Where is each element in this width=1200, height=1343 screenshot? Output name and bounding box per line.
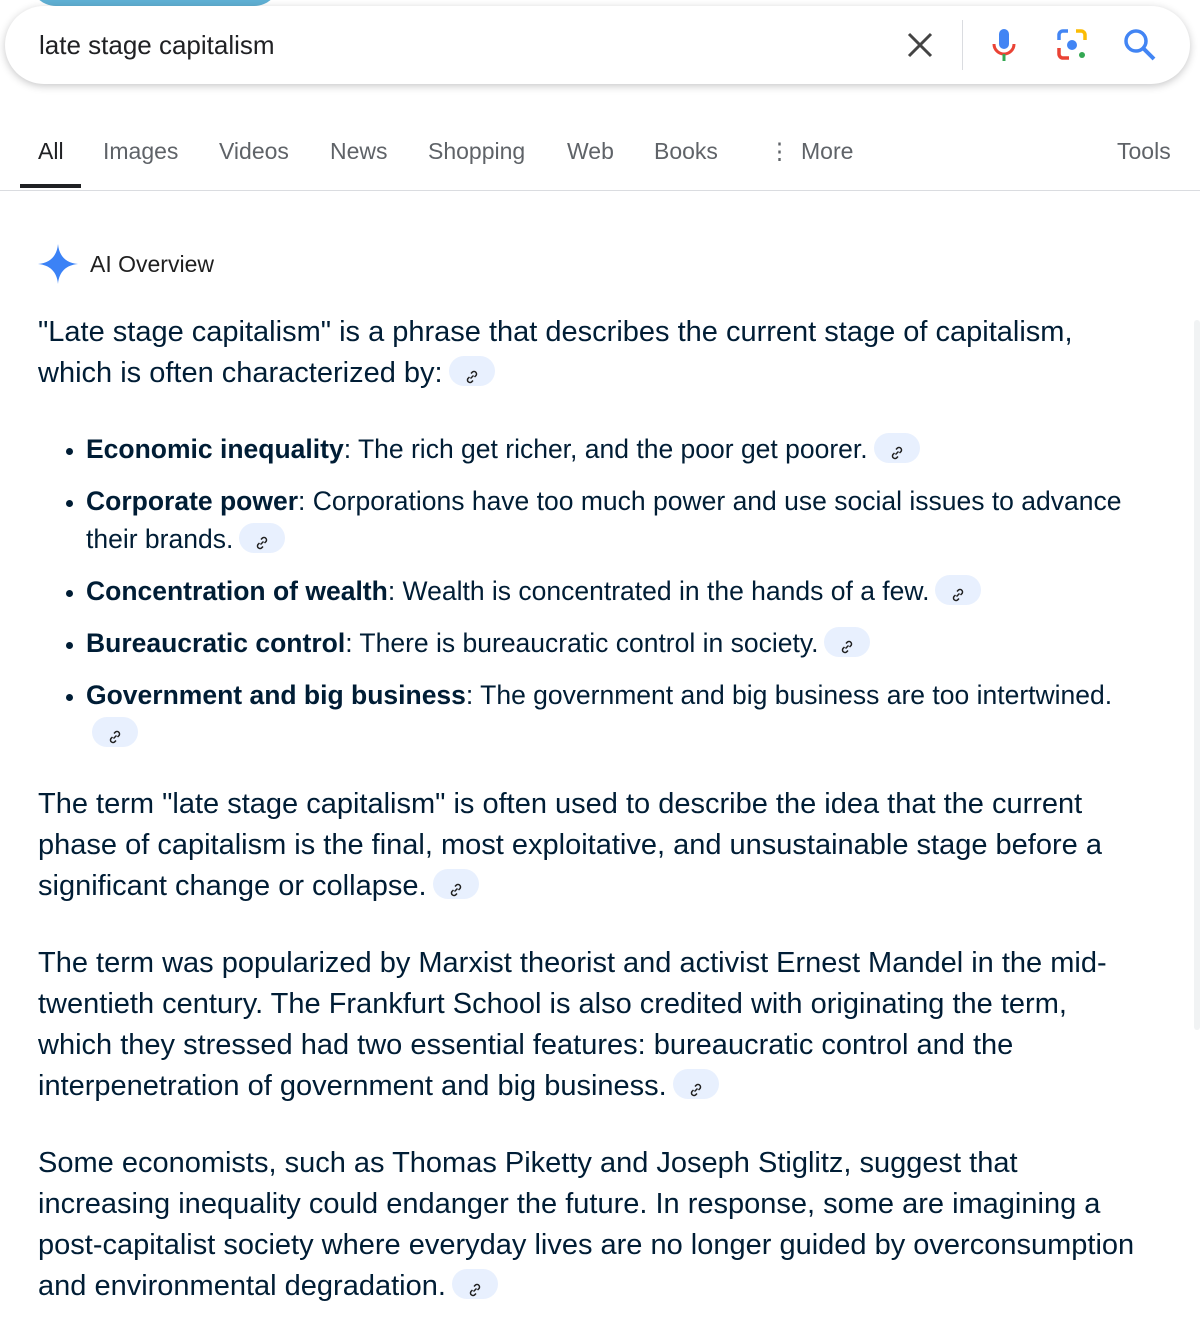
list-item — [86, 430, 1138, 468]
tab-more[interactable] — [768, 138, 853, 165]
list-item-text: : There is bureaucratic control in society. — [345, 628, 819, 658]
ai-overview-header — [38, 244, 214, 284]
list-item — [86, 482, 1138, 558]
paragraph — [38, 784, 1138, 907]
source-link-chip[interactable] — [935, 575, 981, 605]
list-item — [86, 572, 1138, 610]
tab-news[interactable]: News — [330, 138, 388, 164]
link-icon — [839, 639, 855, 655]
intro-text: "Late stage capitalism" is a phrase that describes the current stage of capitalism, which is often characterized by: — [38, 316, 1073, 389]
tools-button[interactable]: Tools — [1117, 138, 1171, 164]
clear-icon[interactable] — [901, 26, 939, 64]
source-link-chip[interactable] — [824, 627, 870, 657]
tab-images[interactable]: Images — [103, 138, 179, 164]
list-item-term: Concentration of wealth — [86, 576, 388, 606]
link-icon — [464, 369, 480, 385]
source-link-chip[interactable] — [433, 869, 479, 899]
list-item — [86, 624, 1138, 662]
ai-overview-title: AI Overview — [90, 250, 214, 277]
list-item-term: Economic inequality — [86, 434, 344, 464]
list-item-text: : Corporations have too much power and use social issues to advance their brands. — [86, 486, 1122, 554]
tab-videos[interactable]: Videos — [219, 138, 289, 164]
tab-more-label: More — [801, 138, 854, 164]
ai-overview-content — [38, 312, 1138, 1343]
list-item-text: : Wealth is concentrated in the hands of a few. — [387, 576, 930, 606]
paragraph-text: The term "late stage capitalism" is often used to describe the idea that the current phase of capitalism is the final, most exploitative, and unsustainable stage before a significant change or collapse. — [38, 788, 1102, 902]
search-tabs — [0, 120, 1200, 191]
tab-all[interactable]: All — [38, 138, 64, 164]
list-item-term: Government and big business — [86, 680, 466, 710]
intro-paragraph — [38, 312, 1138, 394]
paragraph — [38, 943, 1138, 1107]
source-link-chip[interactable] — [874, 433, 920, 463]
paragraph-text: The term was popularized by Marxist theorist and activist Ernest Mandel in the mid-twentieth century. The Frankfurt School is also credited with originating the term, which they stressed had two essential features: bureaucratic control and the interpenetration of government and big business. — [38, 947, 1107, 1102]
search-input[interactable]: late stage capitalism — [39, 30, 275, 60]
list-item — [86, 676, 1138, 752]
list-item-text: : The government and big business are too intertwined. — [465, 680, 1113, 710]
characteristics-list — [38, 430, 1138, 752]
paragraph-text: Some economists, such as Thomas Piketty and Joseph Stiglitz, suggest that increasing inequality could endanger the future. In response, some are imagining a post-capitalist society where everyday lives are no longer guided by overconsumption and environmental degradation. — [38, 1147, 1135, 1302]
link-icon — [688, 1082, 704, 1098]
link-icon — [107, 729, 123, 745]
microphone-icon[interactable] — [985, 26, 1023, 64]
list-item-text: : The rich get richer, and the poor get poorer. — [343, 434, 868, 464]
list-item-term: Corporate power — [86, 486, 299, 516]
tab-shopping[interactable]: Shopping — [428, 138, 526, 164]
lens-icon[interactable] — [1053, 26, 1091, 64]
search-icon[interactable] — [1121, 26, 1159, 64]
divider — [962, 20, 963, 70]
link-icon — [254, 535, 270, 551]
link-icon — [467, 1282, 483, 1298]
source-link-chip[interactable] — [452, 1269, 498, 1299]
active-tab-indicator — [20, 184, 81, 188]
paragraph — [38, 1143, 1138, 1307]
sparkle-icon — [38, 244, 78, 284]
side-panel-edge — [1194, 320, 1200, 1030]
source-link-chip[interactable] — [92, 717, 138, 747]
more-vert-icon: ⋮ — [768, 138, 791, 164]
list-item-term: Bureaucratic control — [86, 628, 346, 658]
source-link-chip[interactable] — [449, 356, 495, 386]
tab-web[interactable]: Web — [567, 138, 614, 164]
link-icon — [448, 882, 464, 898]
source-link-chip[interactable] — [673, 1069, 719, 1099]
source-link-chip[interactable] — [239, 523, 285, 553]
link-icon — [889, 445, 905, 461]
tab-books[interactable]: Books — [654, 138, 718, 164]
search-bar[interactable] — [5, 6, 1190, 84]
link-icon — [950, 587, 966, 603]
